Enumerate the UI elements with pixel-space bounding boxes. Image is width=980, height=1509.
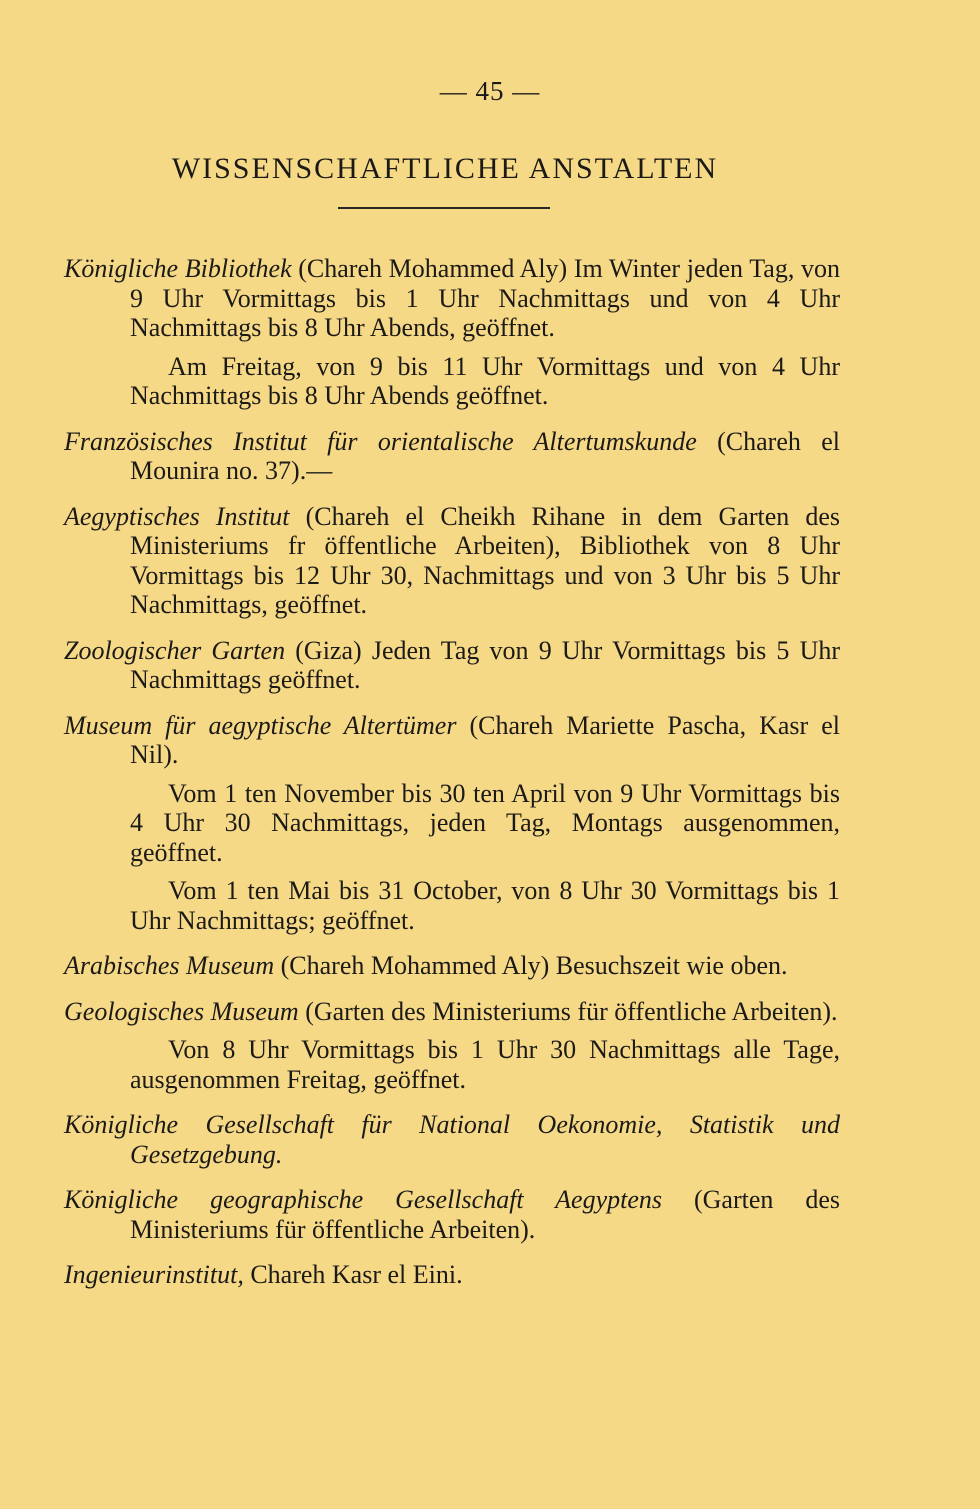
- entry-paragraph: [64, 711, 840, 770]
- entry-paragraph: [64, 254, 840, 343]
- list-item: [64, 997, 840, 1095]
- list-item: [64, 1260, 840, 1290]
- entry-text: (Chareh el Mounira no. 37).—: [130, 426, 840, 485]
- list-item: [64, 636, 840, 695]
- institution-name: Königliche Bibliothek: [64, 254, 292, 283]
- entry-paragraph: [64, 997, 840, 1027]
- entry-subparagraph: Am Freitag, von 9 bis 11 Uhr Vormittags und von 4 Uhr Nachmittags bis 8 Uhr Abends geöffnet.: [130, 351, 840, 410]
- list-item: [64, 711, 840, 936]
- entry-text: (Chareh Mohammed Aly) Im Winter jeden Tag, von 9 Uhr Vormittags bis 1 Uhr Nachmittags und von 4 Uhr Nachmittags bis 8 Uhr Abends, geöffnet.: [130, 254, 840, 342]
- list-item: [64, 427, 840, 486]
- entry-subparagraph: Von 8 Uhr Vormittags bis 1 Uhr 30 Nachmittags alle Tage, ausgenommen Freitag, geöffnet.: [130, 1035, 840, 1094]
- entry-paragraph: [64, 1260, 840, 1290]
- list-item: [64, 502, 840, 620]
- page-number: — 45 —: [439, 76, 541, 106]
- institution-name: Geologisches Museum: [64, 996, 299, 1026]
- entry-paragraph: [64, 427, 840, 486]
- list-item: [64, 254, 840, 411]
- entry-paragraph: [64, 636, 840, 695]
- page-title: WISSENSCHAFTLICHE ANSTALTEN: [171, 152, 719, 185]
- institution-name: Königliche geographische Gesellschaft Aegyptens: [64, 1185, 662, 1214]
- list-item: [64, 1110, 840, 1169]
- institution-name: Zoologischer Garten: [64, 635, 286, 665]
- entry-text: (Garten des Ministeriums für öffentliche Arbeiten).: [130, 1185, 840, 1244]
- entry-paragraph: [64, 1110, 840, 1169]
- entry-text: (Chareh Mohammed Aly) Besuchszeit wie oben.: [274, 951, 788, 980]
- entry-text: (Giza) Jeden Tag von 9 Uhr Vormittags bis 5 Uhr Nachmittags geöffnet.: [130, 635, 841, 694]
- list-item: [64, 951, 840, 981]
- entry-paragraph: [64, 1185, 840, 1244]
- institution-name: Französisches Institut für orientalische Altertumskunde: [64, 426, 697, 456]
- institution-name: Arabisches Museum: [64, 951, 275, 980]
- entry-subparagraph: Vom 1 ten Mai bis 31 October, von 8 Uhr 30 Vormittags bis 1 Uhr Nachmittags; geöffnet.: [130, 876, 840, 935]
- list-item: [64, 1185, 840, 1244]
- entry-paragraph: [64, 502, 840, 620]
- institution-name: Ingenieurinstitut,: [64, 1260, 244, 1289]
- entry-text: (Garten des Ministeriums für öffentliche Arbeiten).: [298, 996, 838, 1026]
- title-divider: [338, 207, 550, 209]
- entry-subparagraph: Vom 1 ten November bis 30 ten April von 9 Uhr Vormittags bis 4 Uhr 30 Nachmittags, jeden Tag, Montags ausgenommen, geöffnet.: [130, 778, 840, 867]
- entry-paragraph: [64, 951, 840, 981]
- institution-name: Aegyptisches Institut: [64, 501, 290, 531]
- entry-text: Chareh Kasr el Eini.: [243, 1260, 463, 1289]
- institution-name: Museum für aegyptische Altertümer: [64, 710, 457, 740]
- entry-list: [64, 254, 840, 1306]
- entry-text: (Chareh el Cheikh Rihane in dem Garten des Ministeriums fr öffentliche Arbeiten), Bibliothek von 8 Uhr Vormittags bis 12 Uhr 30, Nachmittags und von 3 Uhr bis 5 Uhr Nachmittags, geöffnet.: [130, 501, 840, 619]
- institution-name: Königliche Gesellschaft für National Oekonomie, Statistik und Gesetzgebung.: [64, 1110, 840, 1169]
- entry-text: (Chareh Mariette Pascha, Kasr el Nil).: [130, 710, 840, 769]
